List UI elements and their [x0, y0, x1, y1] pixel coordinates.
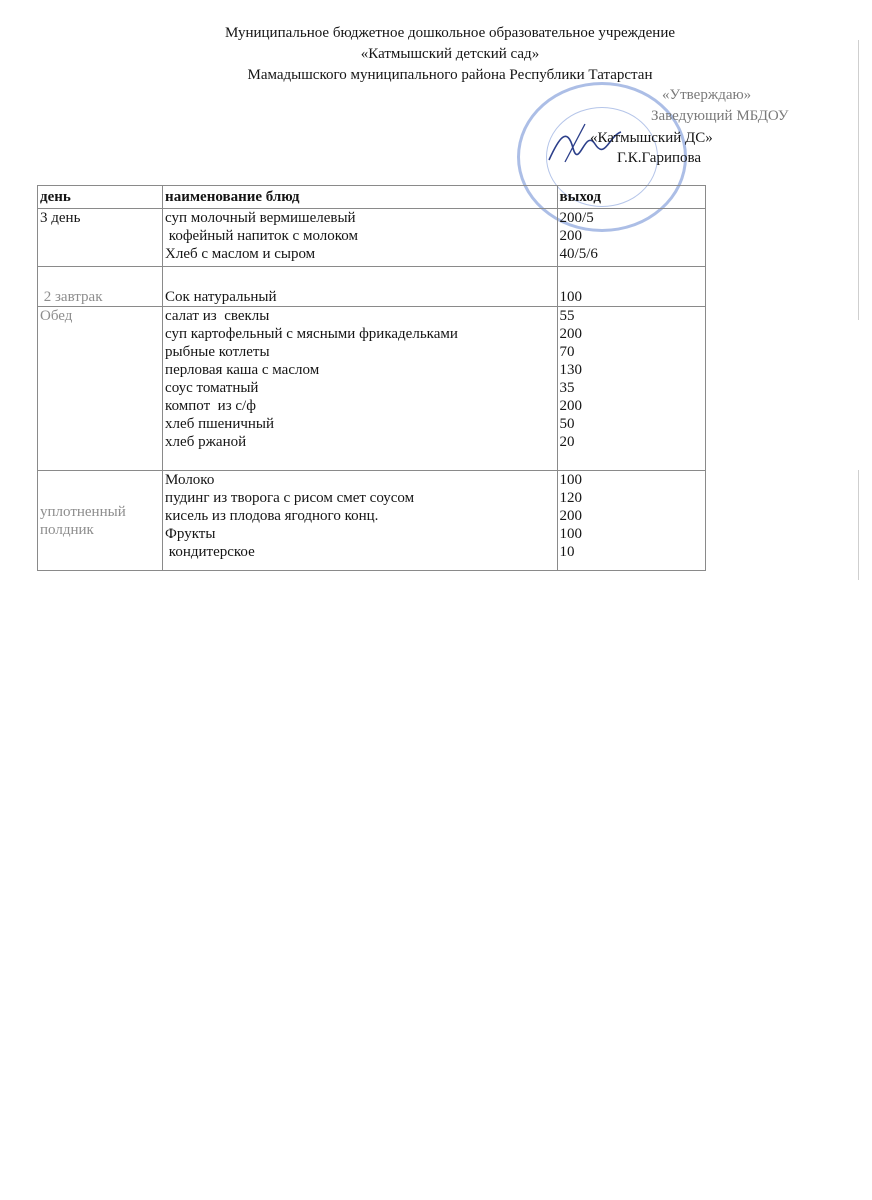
- dish-item: перловая каша с маслом: [165, 362, 320, 378]
- output-value: 20: [559, 434, 575, 450]
- menu-table: [37, 185, 706, 571]
- output-cell: [557, 307, 705, 471]
- output-value: 200: [559, 398, 583, 414]
- dish-item: рыбные котлеты: [165, 344, 270, 360]
- dish-cell: [163, 267, 557, 307]
- dish-item: соус томатный: [165, 380, 259, 396]
- dish-cell: [163, 307, 557, 471]
- output-value: 40/5/6: [559, 246, 598, 262]
- dish-item: хлеб пшеничный: [165, 416, 275, 432]
- day-cell: [38, 471, 163, 571]
- column-header-day: день: [38, 186, 163, 209]
- output-cell: [557, 471, 705, 571]
- dish-item: Хлеб с маслом и сыром: [165, 246, 316, 262]
- institution-name-line1: Муниципальное бюджетное дошкольное образовательное учреждение: [225, 25, 675, 41]
- output-value: 10: [559, 544, 575, 560]
- table-header-row: [38, 186, 706, 209]
- dish-item: кисель из плодова ягодного конц.: [165, 508, 379, 524]
- column-header-output: выход: [557, 186, 705, 209]
- output-value: 70: [559, 344, 575, 360]
- dish-cell: [163, 209, 557, 267]
- dish-item: суп картофельный с мясными фрикадельками: [165, 326, 458, 342]
- output-value: 55: [559, 308, 575, 324]
- dish-item: хлеб ржаной: [165, 434, 247, 450]
- dish-item: компот из с/ф: [165, 398, 256, 414]
- day-label: 2 завтрак: [40, 289, 103, 305]
- dish-item: Молоко: [165, 472, 215, 488]
- table-row: [38, 267, 706, 307]
- dish-item: Сок натуральный: [165, 289, 277, 305]
- output-cell: [557, 209, 705, 267]
- table-row: [38, 471, 706, 571]
- dish-item: пудинг из творога с рисом смет соусом: [165, 490, 415, 506]
- dish-item: Фрукты: [165, 526, 216, 542]
- dish-item: кондитерское: [165, 544, 255, 560]
- approval-position: Заведующий МБДОУ: [651, 108, 789, 124]
- output-value: 200: [559, 326, 583, 342]
- dish-item: салат из свеклы: [165, 308, 270, 324]
- approval-organization: «Катмышский ДС»: [590, 130, 713, 146]
- dish-item: кофейный напиток с молоком: [165, 228, 358, 244]
- output-value: 200: [559, 508, 583, 524]
- dish-item: суп молочный вермишелевый: [165, 210, 356, 226]
- day-label: уплотненный полдник: [40, 503, 126, 538]
- approval-signatory: Г.К.Гарипова: [617, 150, 702, 166]
- output-value: 130: [559, 362, 583, 378]
- output-value: 50: [559, 416, 575, 432]
- output-value: 35: [559, 380, 575, 396]
- table-row: [38, 307, 706, 471]
- column-header-dish: наименование блюд: [163, 186, 557, 209]
- dish-cell: [163, 471, 557, 571]
- institution-name-line2: «Катмышский детский сад»: [360, 46, 540, 62]
- day-cell: [38, 267, 163, 307]
- day-cell: [38, 209, 163, 267]
- day-label: Обед: [40, 308, 73, 324]
- day-label: 3 день: [40, 210, 81, 226]
- table-row: [38, 209, 706, 267]
- output-value: 200/5: [559, 210, 594, 226]
- approval-title: «Утверждаю»: [662, 87, 752, 103]
- day-cell: [38, 307, 163, 471]
- output-value: 100: [559, 289, 583, 305]
- output-cell: [557, 267, 705, 307]
- output-value: 120: [559, 490, 583, 506]
- output-value: 200: [559, 228, 583, 244]
- output-value: 100: [559, 472, 583, 488]
- scan-edge-mark: [858, 470, 859, 580]
- output-value: 100: [559, 526, 583, 542]
- institution-name-line3: Мамадышского муниципального района Республики Татарстан: [247, 67, 653, 83]
